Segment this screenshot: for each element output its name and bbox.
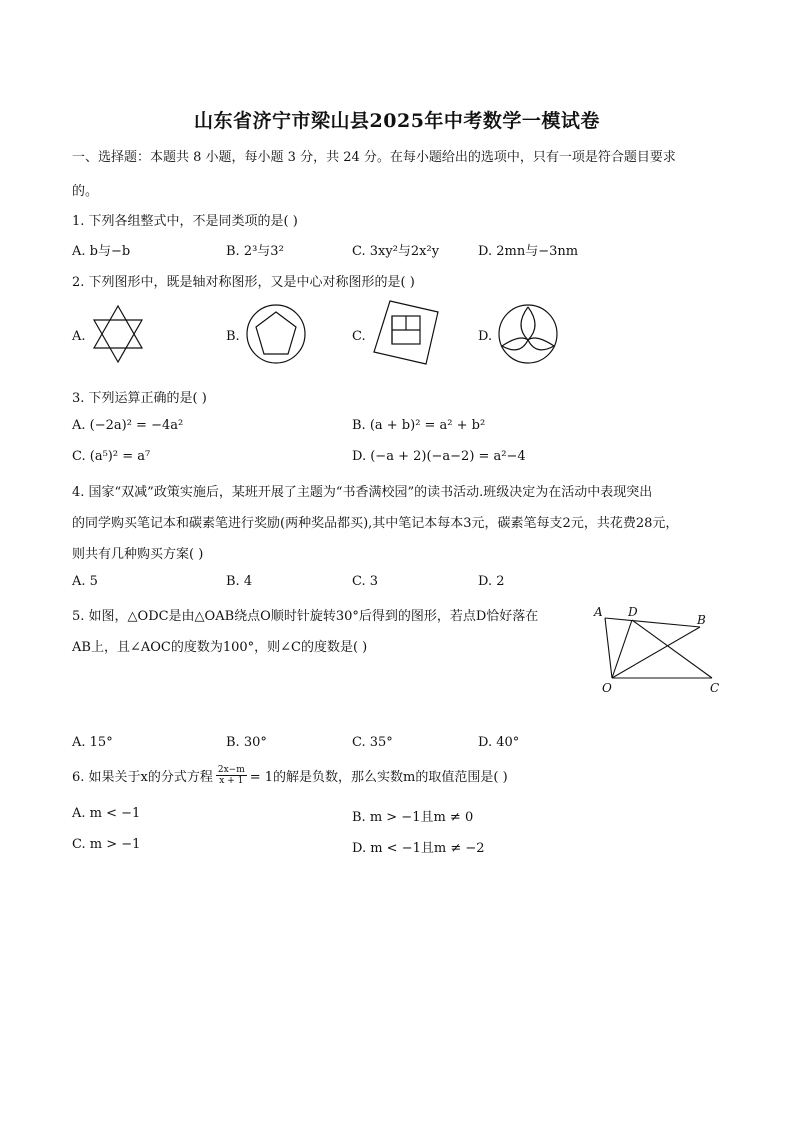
page-title: 山东省济宁市梁山县2025年中考数学一模试卷: [194, 110, 600, 132]
fraction-denominator: x + 1: [219, 776, 244, 786]
pentagon-in-circle-icon: [244, 302, 308, 366]
question-1-option-b: B. 2³与3²: [226, 244, 284, 259]
question-2-option-a: A.: [72, 329, 86, 344]
point-label-d: D: [628, 605, 638, 619]
point-label-c: C: [710, 681, 720, 695]
question-5-stem-line-1: 5. 如图，△ODC是由△OAB绕点O顺时针旋转30°后得到的图形，若点D恰好落在: [72, 609, 539, 624]
question-1-stem: 1. 下列各组整式中，不是同类项的是( ): [72, 214, 298, 229]
question-5-option-d: D. 40°: [478, 735, 520, 750]
question-6-option-d: D. m < −1且m ≠ −2: [352, 841, 485, 856]
question-1-option-c: C. 3xy²与2x²y: [352, 244, 440, 259]
question-5-option-c: C. 35°: [352, 735, 393, 750]
segment-ab: [605, 618, 700, 627]
rotation-triangle-figure: [588, 600, 728, 700]
question-1-option-a: A. b与−b: [72, 244, 131, 259]
fraction: [216, 765, 247, 786]
question-4-stem-line-3: 则共有几种购买方案( ): [72, 547, 204, 562]
question-4-stem-line-2: 的同学购买笔记本和碳素笔进行奖励(两种奖品都买),其中笔记本每本3元，碳素笔每支2元，共花费28元，: [72, 516, 679, 531]
question-6-stem: [72, 765, 508, 786]
question-5-option-a: A. 15°: [72, 735, 113, 750]
question-2-option-d: D.: [478, 329, 493, 344]
question-3-option-a: A. (−2a)² = −4a²: [72, 418, 184, 433]
question-5-stem-line-2: AB上，且∠AOC的度数为100°，则∠C的度数是( ): [72, 640, 368, 655]
question-3-option-c: C. (a⁵)² = a⁷: [72, 449, 151, 464]
question-1-option-d: D. 2mn与−3nm: [478, 244, 579, 259]
square-in-square-icon: [368, 298, 442, 368]
question-5-option-b: B. 30°: [226, 735, 267, 750]
section-heading: 一、选择题：本题共 8 小题，每小题 3 分，共 24 分。在每小题给出的选项中，只有一项是符合题目要求: [72, 150, 676, 165]
question-2-option-c: C.: [352, 329, 366, 344]
question-6-stem-after: = 1的解是负数，那么实数m的取值范围是( ): [249, 770, 508, 785]
segment-dc: [632, 620, 712, 678]
section-heading-cont: 的。: [72, 184, 99, 199]
segment-ob: [612, 627, 700, 678]
question-4-option-b: B. 4: [226, 574, 253, 589]
question-6-option-c: C. m > −1: [72, 837, 141, 852]
question-2-option-b: B.: [226, 329, 240, 344]
question-6-option-b: B. m > −1且m ≠ 0: [352, 810, 474, 825]
question-4-option-a: A. 5: [72, 574, 98, 589]
question-4-stem-line-1: 4. 国家“双减”政策实施后，某班开展了主题为“书香满校园”的读书活动.班级决定为在活动中表现突出: [72, 485, 653, 500]
fraction-numerator: 2x−m: [217, 765, 245, 775]
segment-ao: [605, 618, 612, 678]
point-label-a: A: [594, 605, 603, 619]
hexagram-icon: [88, 302, 148, 366]
question-6-stem-before: 6. 如果关于x的分式方程: [72, 770, 213, 785]
question-4-option-d: D. 2: [478, 574, 505, 589]
point-label-o: O: [602, 681, 612, 695]
question-3-option-d: D. (−a + 2)(−a−2) = a²−4: [352, 449, 526, 464]
question-6-option-a: A. m < −1: [72, 806, 141, 821]
segment-od: [612, 620, 632, 678]
question-3-stem: 3. 下列运算正确的是( ): [72, 391, 207, 406]
question-3-option-b: B. (a + b)² = a² + b²: [352, 418, 486, 433]
three-arcs-in-circle-icon: [496, 302, 560, 366]
question-2-stem: 2. 下列图形中，既是轴对称图形，又是中心对称图形的是( ): [72, 275, 415, 290]
point-label-b: B: [697, 613, 706, 627]
question-4-option-c: C. 3: [352, 574, 379, 589]
